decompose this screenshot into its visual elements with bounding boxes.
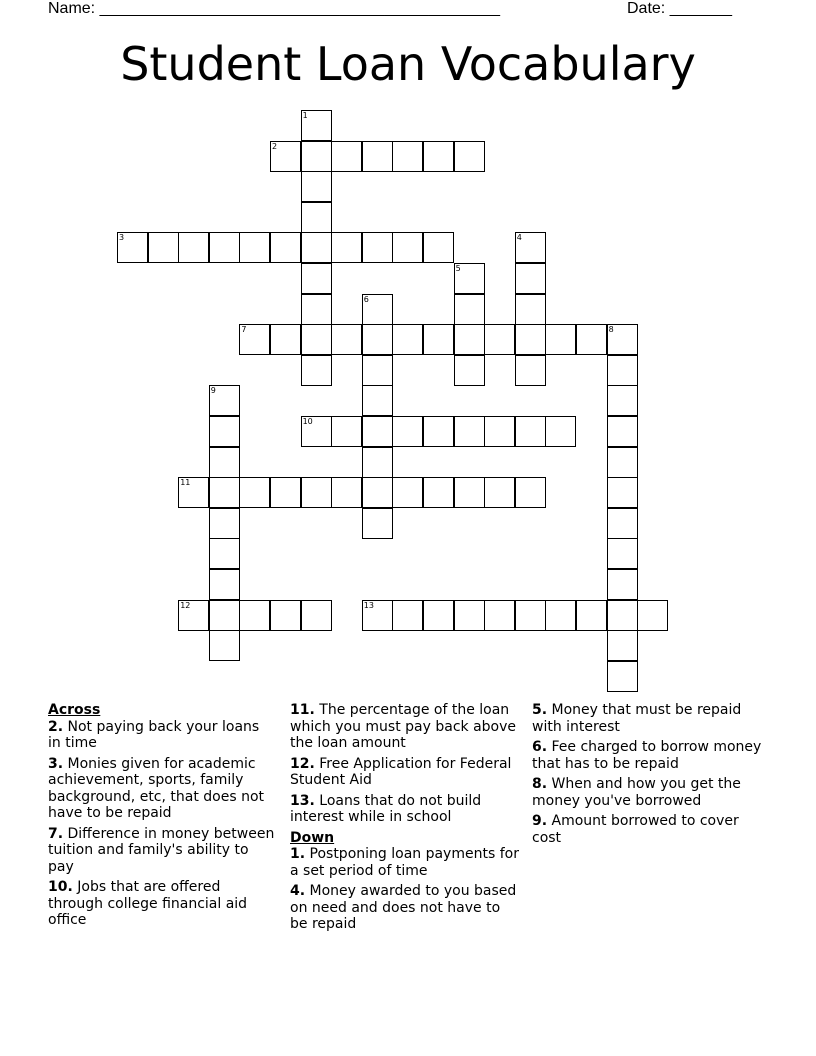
grid-cell[interactable] <box>607 661 638 692</box>
grid-cell[interactable] <box>362 447 393 478</box>
grid-cell[interactable] <box>362 232 393 263</box>
grid-cell[interactable] <box>301 202 332 233</box>
grid-cell[interactable] <box>301 324 332 355</box>
grid-cell[interactable] <box>423 477 454 508</box>
grid-cell[interactable] <box>301 477 332 508</box>
grid-cell[interactable] <box>423 416 454 447</box>
clue-across-13: 13. Loans that do not build interest while in school <box>290 792 482 825</box>
grid-cell[interactable] <box>362 508 393 539</box>
cell-number: 10 <box>302 417 313 426</box>
grid-cell[interactable] <box>545 600 576 631</box>
grid-cell[interactable] <box>454 141 485 172</box>
cell-number: 7 <box>241 325 247 335</box>
grid-cell[interactable] <box>209 232 240 263</box>
grid-cell[interactable] <box>301 171 332 202</box>
grid-cell[interactable] <box>392 141 423 172</box>
grid-cell[interactable] <box>607 538 638 569</box>
grid-cell[interactable] <box>607 600 638 631</box>
clue-down-9: 9. Amount borrowed to cover cost <box>532 813 739 846</box>
clues-column-2 <box>290 702 522 937</box>
down-heading: Down <box>290 829 335 846</box>
grid-cell[interactable] <box>607 324 638 355</box>
grid-cell[interactable] <box>484 416 515 447</box>
grid-cell[interactable] <box>515 294 546 325</box>
grid-cell[interactable] <box>331 477 362 508</box>
grid-cell[interactable] <box>209 385 240 416</box>
grid-cell[interactable] <box>545 324 576 355</box>
grid-cell[interactable] <box>362 477 393 508</box>
cell-number: 12 <box>180 600 191 610</box>
page-title: Student Loan Vocabulary <box>120 37 696 91</box>
grid-cell[interactable] <box>392 324 423 355</box>
grid-cell[interactable] <box>362 385 393 416</box>
clue-down-5: 5. Money that must be repaid with interest <box>532 702 742 735</box>
clue-down-1: 1. Postponing loan payments for a set period of time <box>290 846 519 879</box>
clue-across-2: 2. Not paying back your loans in time <box>48 718 260 751</box>
grid-cell[interactable] <box>209 477 240 508</box>
grid-cell[interactable] <box>423 141 454 172</box>
grid-cell[interactable] <box>515 355 546 386</box>
clue-across-12: 12. Free Application for Federal Student Aid <box>290 755 512 788</box>
grid-cell[interactable] <box>392 232 423 263</box>
date-field-label: Date: _______ <box>627 0 732 17</box>
grid-cell[interactable] <box>331 141 362 172</box>
grid-cell[interactable] <box>178 477 209 508</box>
name-field-label: Name: _____________________________________________ <box>48 0 500 17</box>
grid-cell[interactable] <box>209 569 240 600</box>
grid-cell[interactable] <box>239 232 270 263</box>
grid-cell[interactable] <box>178 600 209 631</box>
grid-cell[interactable] <box>209 416 240 447</box>
grid-cell[interactable] <box>362 324 393 355</box>
grid-cell[interactable] <box>454 324 485 355</box>
grid-cell[interactable] <box>148 232 179 263</box>
grid-cell[interactable] <box>209 600 240 631</box>
grid-cell[interactable] <box>545 416 576 447</box>
grid-cell[interactable] <box>607 477 638 508</box>
grid-cell[interactable] <box>515 416 546 447</box>
cell-number: 9 <box>210 386 216 396</box>
grid-cell[interactable] <box>239 477 270 508</box>
grid-cell[interactable] <box>454 477 485 508</box>
grid-cell[interactable] <box>270 232 301 263</box>
grid-cell[interactable] <box>484 477 515 508</box>
clues-column-1 <box>48 702 276 933</box>
cell-number: 4 <box>516 233 522 243</box>
grid-cell[interactable] <box>270 477 301 508</box>
cell-number: 13 <box>363 600 374 610</box>
grid-cell[interactable] <box>607 385 638 416</box>
grid-cell[interactable] <box>209 447 240 478</box>
clue-across-7: 7. Difference in money between tuition and family's ability to pay <box>48 825 275 875</box>
grid-cell[interactable] <box>454 263 485 294</box>
clue-down-4: 4. Money awarded to you based on need and does not have to be repaid <box>290 883 517 932</box>
grid-cell[interactable] <box>515 600 546 631</box>
across-heading: Across <box>48 702 101 718</box>
cell-number: 6 <box>363 294 369 304</box>
grid-cell[interactable] <box>270 600 301 631</box>
grid-cell[interactable] <box>515 324 546 355</box>
grid-cell[interactable] <box>607 447 638 478</box>
cell-number: 1 <box>302 111 308 120</box>
grid-cell[interactable] <box>515 232 546 263</box>
grid-cell[interactable] <box>392 416 423 447</box>
grid-cell[interactable] <box>270 324 301 355</box>
grid-cell[interactable] <box>515 477 546 508</box>
grid-cell[interactable] <box>178 232 209 263</box>
grid-cell[interactable] <box>209 538 240 569</box>
grid-cell[interactable] <box>301 416 332 447</box>
grid-cell[interactable] <box>301 600 332 631</box>
clue-down-6: 6. Fee charged to borrow money that has to be repaid <box>532 739 762 772</box>
grid-cell[interactable] <box>607 416 638 447</box>
grid-cell[interactable] <box>301 232 332 263</box>
grid-cell[interactable] <box>454 416 485 447</box>
grid-cell[interactable] <box>392 600 423 631</box>
clue-across-10: 10. Jobs that are offered through college financial aid office <box>48 879 248 928</box>
grid-cell[interactable] <box>239 324 270 355</box>
grid-cell[interactable] <box>423 232 454 263</box>
cell-number: 5 <box>455 264 461 273</box>
grid-cell[interactable] <box>515 263 546 294</box>
grid-cell[interactable] <box>637 600 668 631</box>
grid-cell[interactable] <box>362 294 393 325</box>
grid-cell[interactable] <box>117 232 148 263</box>
grid-cell[interactable] <box>607 569 638 600</box>
grid-cell[interactable] <box>270 141 301 172</box>
grid-cell[interactable] <box>392 477 423 508</box>
cell-number: 3 <box>119 233 125 243</box>
grid-cell[interactable] <box>301 141 332 172</box>
grid-cell[interactable] <box>209 630 240 661</box>
grid-cell[interactable] <box>301 263 332 294</box>
grid-cell[interactable] <box>331 324 362 355</box>
grid-cell[interactable] <box>239 600 270 631</box>
grid-cell[interactable] <box>362 416 393 447</box>
grid-cell[interactable] <box>454 355 485 386</box>
grid-cell[interactable] <box>423 324 454 355</box>
grid-cell[interactable] <box>209 508 240 539</box>
grid-cell[interactable] <box>362 141 393 172</box>
grid-cell[interactable] <box>301 110 332 141</box>
grid-cell[interactable] <box>607 630 638 661</box>
grid-cell[interactable] <box>362 600 393 631</box>
clues-column-3 <box>532 702 764 850</box>
grid-cell[interactable] <box>301 355 332 386</box>
grid-cell[interactable] <box>423 600 454 631</box>
grid-cell[interactable] <box>301 294 332 325</box>
grid-cell[interactable] <box>484 600 515 631</box>
grid-cell[interactable] <box>607 508 638 539</box>
grid-cell[interactable] <box>331 416 362 447</box>
grid-cell[interactable] <box>362 355 393 386</box>
clue-across-3: 3. Monies given for academic achievement, sports, family background, etc, that does not have to be repaid <box>48 755 265 821</box>
grid-cell[interactable] <box>484 324 515 355</box>
grid-cell[interactable] <box>576 324 607 355</box>
grid-cell[interactable] <box>607 355 638 386</box>
grid-cell[interactable] <box>331 232 362 263</box>
grid-cell[interactable] <box>576 600 607 631</box>
clue-down-8: 8. When and how you get the money you've borrowed <box>532 776 741 809</box>
cell-number: 2 <box>272 141 278 151</box>
grid-cell[interactable] <box>454 600 485 631</box>
clue-across-11: 11. The percentage of the loan which you must pay back above the loan amount <box>290 702 517 751</box>
cell-number: 8 <box>608 325 614 335</box>
grid-cell[interactable] <box>454 294 485 325</box>
cell-number: 11 <box>180 478 191 488</box>
